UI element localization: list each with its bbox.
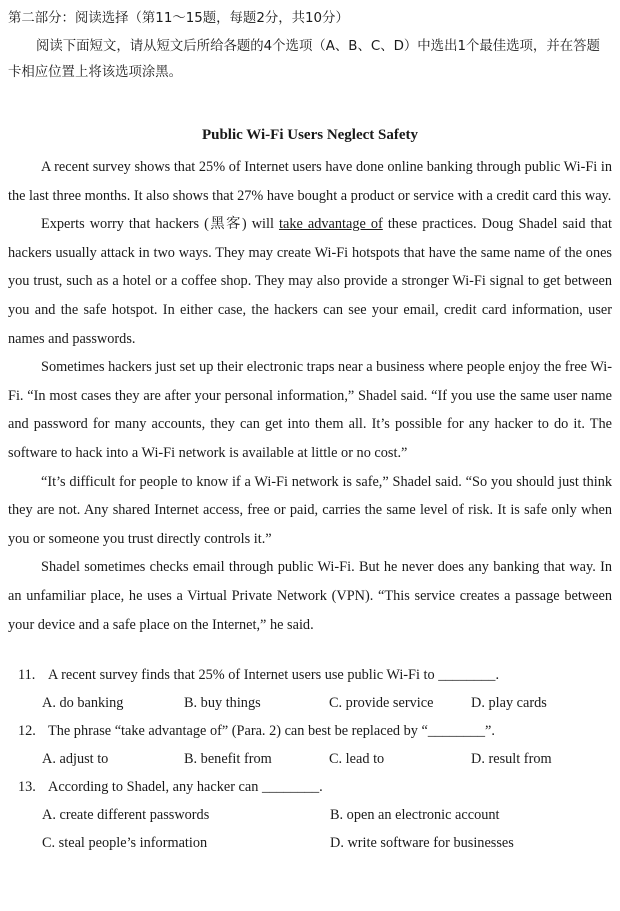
question-text: The phrase “take advantage of” (Para. 2) can best be replaced by “________”.: [48, 723, 495, 740]
p2-text-before: Experts worry that hackers (黑客) will: [41, 216, 279, 233]
question-text: A recent survey finds that 25% of Internet users use public Wi-Fi to ________.: [48, 667, 500, 684]
passage-paragraph-4: “It’s difficult for people to know if a Wi-Fi network is safe,” Shadel said. “So you should just think they are not. Any shared Internet access, free or paid, carries the same level of risk. It is safe only when you or someone you trust directly controls it.”: [8, 473, 612, 547]
passage-paragraph-2: [8, 210, 612, 353]
option-d: D. play cards: [471, 695, 547, 712]
option-c: C. provide service: [329, 695, 434, 712]
option-d: D. write software for businesses: [330, 835, 514, 852]
option-b: B. open an electronic account: [330, 807, 500, 824]
option-c: C. lead to: [329, 751, 385, 768]
question-options-11: [8, 689, 612, 717]
question-number: 11.: [18, 667, 36, 684]
option-a: A. create different passwords: [42, 807, 210, 824]
question-stem-11: [8, 661, 612, 689]
option-d: D. result from: [471, 751, 552, 768]
option-c: C. steal people’s information: [42, 835, 208, 852]
question-stem-13: [8, 773, 612, 801]
option-a: A. adjust to: [42, 751, 109, 768]
question-stem-12: [8, 717, 612, 745]
option-b: B. benefit from: [184, 751, 272, 768]
passage-title: Public Wi-Fi Users Neglect Safety: [201, 127, 419, 143]
section-heading: 第二部分：阅读选择（第11～15题，每题2分，共10分）: [8, 11, 349, 26]
p2-text-after: these practices. Doug Shadel said that hackers usually attack in two ways. They may create Wi-Fi hotspots that have the same name of the ones you trust, such as a hotel or a coffee shop. They may also provide a stronger Wi-Fi signal to get between you and the safe hotspot. In either case, the hackers can see your email, credit card information, user names and passwords.: [8, 216, 612, 347]
question-number: 12.: [18, 723, 36, 740]
passage-paragraph-1: A recent survey shows that 25% of Internet users have done online banking through public Wi-Fi in the last three months. It also shows that 27% have bought a product or service with a credit card this way.: [8, 159, 612, 204]
question-list: [8, 661, 612, 857]
option-a: A. do banking: [42, 695, 124, 712]
section-instruction: 阅读下面短文，请从短文后所给各题的4个选项（A、B、C、D）中选出1个最佳选项，并在答题卡相应位置上将该选项涂黑。: [8, 39, 600, 80]
question-options-13: [8, 801, 612, 857]
question-number: 13.: [18, 779, 36, 796]
question-options-12: [8, 745, 612, 773]
option-b: B. buy things: [184, 695, 261, 712]
passage-paragraph-3: Sometimes hackers just set up their electronic traps near a business where people enjoy the free Wi-Fi. “In most cases they are after your personal information,” Shadel said. “If you use the same user name and password for many accounts, they can get into them all. It’s possible for any hacker to do it. The software to hack into a Wi-Fi network is available at little or no cost.”: [8, 359, 612, 461]
passage-paragraph-5: Shadel sometimes checks email through public Wi-Fi. But he never does any banking that way. In an unfamiliar place, he uses a Virtual Private Network (VPN). “This service creates a passage between your device and a safe place on the Internet,” he said.: [8, 559, 612, 633]
underlined-phrase: take advantage of: [279, 216, 383, 233]
question-text: According to Shadel, any hacker can ________.: [48, 779, 323, 796]
